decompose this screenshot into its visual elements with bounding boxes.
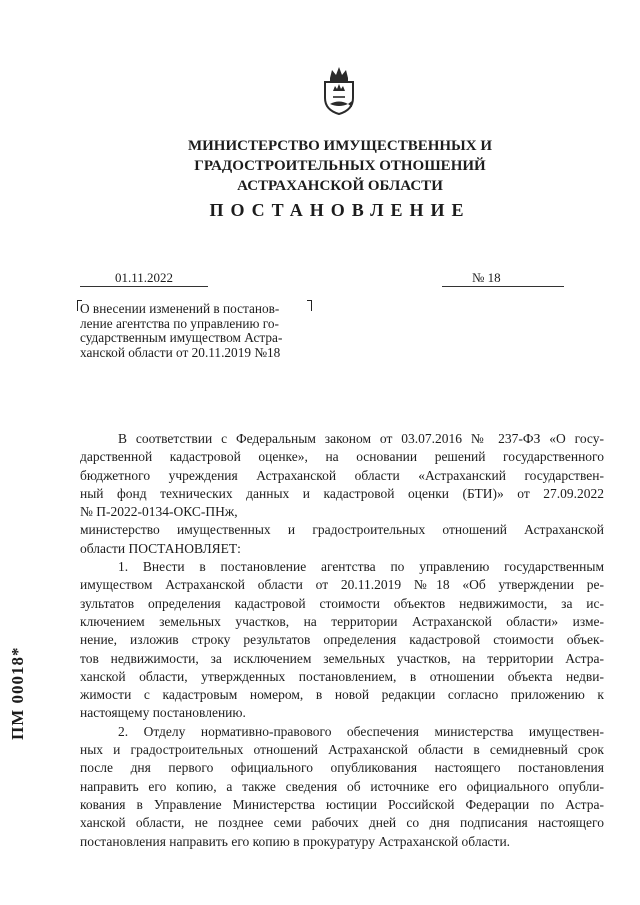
ministry-line: ГРАДОСТРОИТЕЛЬНЫХ ОТНОШЕНИЙ	[194, 158, 486, 174]
document-number: № 18	[472, 270, 501, 285]
item-2-line: 2. Отделу нормативно-правового обеспечения министерства имуществен-	[118, 723, 604, 739]
body-line: области ПОСТАНОВЛЯЕТ:	[80, 540, 241, 556]
document-date: 01.11.2022	[80, 270, 208, 287]
body-line: № П-2022-0134-ОКС-ПНж,	[80, 504, 238, 520]
ministry-line: АСТРАХАНСКОЙ ОБЛАСТИ	[237, 178, 443, 194]
astrakhan-coat-of-arms-icon	[319, 64, 359, 116]
subject-line: сударственным имуществом Астра-	[80, 330, 283, 345]
item-1-line: жимости с кадастровым номером, в новой редакции согласно приложению к	[80, 687, 604, 703]
item-1-line: ханской области, утвержденных постановлением, в отношении объекта недви-	[80, 668, 604, 684]
document-body	[80, 430, 604, 851]
item-1-line: ключением земельных участков, на территории Астраханской области» изме-	[80, 613, 604, 629]
item-1-line: тов недвижимости, за исключением земельных участков, на территории Астра-	[80, 650, 604, 666]
ministry-name	[150, 136, 530, 196]
document-type: ПОСТАНОВЛЕНИЕ	[209, 200, 471, 220]
item-1-line: имуществом Астраханской области от 20.11.2019 №18 «Об утверждении ре-	[80, 577, 604, 593]
item-1-line: 1. Внести в постановление агентства по управлению государственным	[118, 559, 604, 575]
item-2-line: ханской области, не позднее семи рабочих дней со дня подписания настоящего	[80, 815, 604, 831]
body-line: В соответствии с Федеральным законом от 03.07.2016 № 237-ФЗ «О госу-	[118, 431, 604, 446]
document-number-field	[442, 270, 564, 287]
subject-line: ханской области от 20.11.2019 №18	[80, 344, 281, 360]
item-2-line: после дня первого официального опубликования настоящего постановления	[80, 760, 604, 776]
body-line: министерство имущественных и градостроительных отношений Астраханской	[80, 522, 604, 538]
item-1-line: настоящему постановлению.	[80, 705, 246, 721]
subject-line: ление агентства по управлению го-	[80, 315, 279, 331]
subject-line: О внесении изменений в постанов-	[80, 301, 280, 316]
registration-stamp: ПМ 00018*	[8, 646, 27, 740]
item-2-line: направить его копию, а также сведения об источнике его официального опубли-	[80, 778, 604, 794]
item-1-line: нение, изложив строку результатов определения кадастровой стоимости объек-	[80, 632, 604, 648]
item-2-line: постановления направить его копию в прокуратуру Астраханской области.	[80, 833, 511, 849]
item-2-line: кования в Управление Министерства юстиции Российской Федерации по Астра-	[80, 796, 604, 812]
body-line: ный фонд технических данных и кадастровой оценки (БТИ)» от 27.09.2022	[80, 485, 604, 501]
body-line: бюджетного учреждения Астраханской области «Астраханский государствен-	[80, 467, 604, 483]
ministry-line: МИНИСТЕРСТВО ИМУЩЕСТВЕННЫХ И	[187, 138, 493, 154]
body-line: дарственной кадастровой оценке», на основании решений государственного	[80, 449, 604, 465]
item-1-line: зультатов определения кадастровой стоимости объектов недвижимости, за ис-	[80, 595, 604, 611]
document-subject	[80, 302, 312, 360]
item-2-line: ных и градостроительных отношений Астраханской области в семидневный срок	[80, 742, 604, 758]
